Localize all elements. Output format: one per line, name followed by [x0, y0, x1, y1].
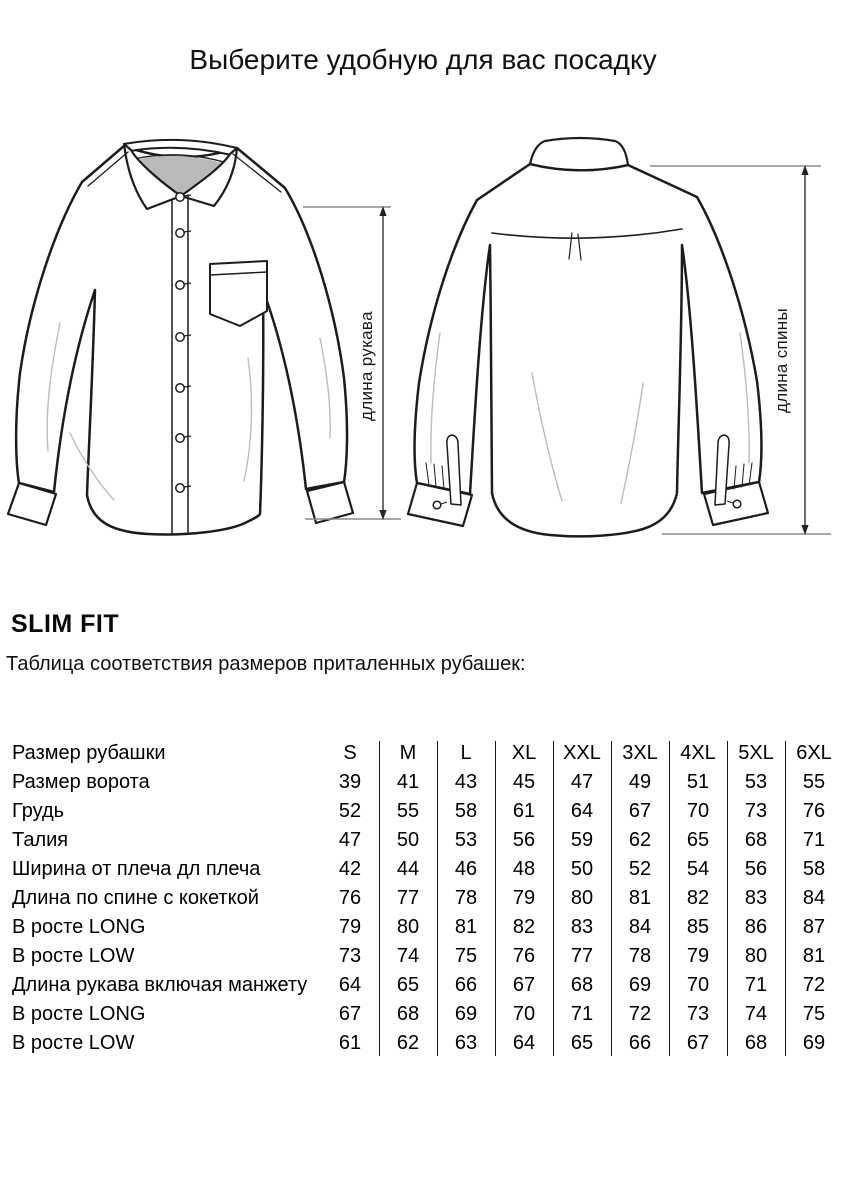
fit-subheading: Таблица соответствия размеров приталенных рубашек: — [6, 653, 526, 675]
size-value-cell: 70 — [512, 1003, 536, 1025]
size-value-cell: 53 — [744, 771, 768, 793]
measurement-label: В росте LONG — [12, 916, 146, 938]
size-value-cell: 80 — [396, 916, 420, 938]
size-value-cell: 59 — [570, 829, 594, 851]
measurement-label: Размер рубашки — [12, 742, 166, 764]
size-value-cell: 65 — [570, 1032, 594, 1054]
size-value-cell: 71 — [744, 974, 768, 996]
measurement-label: Размер ворота — [12, 771, 150, 793]
size-value-cell: 86 — [744, 916, 768, 938]
size-value-cell: 81 — [802, 945, 826, 967]
measurement-row — [12, 971, 843, 1000]
measurement-label: Длина по спине с кокеткой — [12, 887, 259, 909]
size-column-header: S — [343, 742, 357, 764]
size-value-cell: 63 — [454, 1032, 478, 1054]
size-value-cell: 69 — [628, 974, 652, 996]
size-value-cell: 49 — [628, 771, 652, 793]
size-column-header: XL — [511, 742, 537, 764]
measurement-row — [12, 826, 843, 855]
measurement-row — [12, 1000, 843, 1029]
size-column-header: XXL — [563, 742, 601, 764]
size-value-cell: 52 — [338, 800, 362, 822]
size-value-cell: 67 — [512, 974, 536, 996]
size-value-cell: 44 — [396, 858, 420, 880]
table-column-divider — [379, 741, 380, 1056]
size-value-cell: 43 — [454, 771, 478, 793]
size-value-cell: 55 — [396, 800, 420, 822]
size-value-cell: 62 — [396, 1032, 420, 1054]
measurement-label: Ширина от плеча дл плеча — [12, 858, 261, 880]
page-title: Выберите удобную для вас посадку — [189, 44, 657, 75]
size-value-cell: 68 — [396, 1003, 420, 1025]
size-value-cell: 79 — [512, 887, 536, 909]
size-value-cell: 79 — [338, 916, 362, 938]
size-value-cell: 82 — [512, 916, 536, 938]
size-value-cell: 80 — [744, 945, 768, 967]
size-value-cell: 80 — [570, 887, 594, 909]
measurement-row — [12, 913, 843, 942]
shirt-back-collar-stand — [530, 138, 628, 170]
measurement-row — [12, 855, 843, 884]
size-value-cell: 85 — [686, 916, 710, 938]
size-column-header: 3XL — [622, 742, 658, 764]
size-value-cell: 77 — [570, 945, 594, 967]
size-value-cell: 56 — [512, 829, 536, 851]
size-value-cell: 70 — [686, 974, 710, 996]
size-value-cell: 67 — [338, 1003, 362, 1025]
size-value-cell: 67 — [686, 1032, 710, 1054]
measurement-label: В росте LONG — [12, 1003, 146, 1025]
size-value-cell: 50 — [570, 858, 594, 880]
table-column-divider — [669, 741, 670, 1056]
measurement-label: Талия — [12, 829, 69, 851]
size-value-cell: 54 — [686, 858, 710, 880]
size-value-cell: 77 — [396, 887, 420, 909]
size-value-cell: 74 — [396, 945, 420, 967]
size-value-cell: 53 — [454, 829, 478, 851]
size-value-cell: 52 — [628, 858, 652, 880]
size-value-cell: 65 — [686, 829, 710, 851]
size-value-cell: 81 — [628, 887, 652, 909]
measurement-label: Грудь — [12, 800, 65, 822]
size-value-cell: 73 — [338, 945, 362, 967]
table-column-divider — [495, 741, 496, 1056]
size-value-cell: 68 — [744, 829, 768, 851]
size-value-cell: 83 — [744, 887, 768, 909]
size-value-cell: 76 — [802, 800, 826, 822]
size-value-cell: 70 — [686, 800, 710, 822]
measurement-row — [12, 768, 843, 797]
size-value-cell: 62 — [628, 829, 652, 851]
size-value-cell: 75 — [454, 945, 478, 967]
sleeve-length-label: длина рукава — [357, 311, 376, 421]
back-length-label: длина спины — [772, 307, 791, 413]
size-value-cell: 64 — [570, 800, 594, 822]
size-value-cell: 68 — [744, 1032, 768, 1054]
size-column-header: 6XL — [796, 742, 832, 764]
size-value-cell: 72 — [628, 1003, 652, 1025]
measurement-label: В росте LOW — [12, 1032, 135, 1054]
size-table-header-row — [12, 739, 843, 768]
size-column-header: 5XL — [738, 742, 774, 764]
size-value-cell: 67 — [628, 800, 652, 822]
table-column-divider — [727, 741, 728, 1056]
table-column-divider — [437, 741, 438, 1056]
shirt-front-pocket — [210, 261, 267, 326]
back-length-dimension-arrow — [640, 155, 846, 545]
size-value-cell: 75 — [802, 1003, 826, 1025]
size-value-cell: 76 — [512, 945, 536, 967]
size-value-cell: 61 — [512, 800, 536, 822]
size-value-cell: 71 — [570, 1003, 594, 1025]
measurement-label: Длина рукава включая манжету — [12, 974, 308, 996]
table-column-divider — [611, 741, 612, 1056]
size-value-cell: 78 — [628, 945, 652, 967]
size-value-cell: 78 — [454, 887, 478, 909]
size-value-cell: 61 — [338, 1032, 362, 1054]
size-value-cell: 71 — [802, 829, 826, 851]
left-cuff-button — [433, 501, 441, 509]
table-column-divider — [553, 741, 554, 1056]
size-value-cell: 82 — [686, 887, 710, 909]
size-value-cell: 48 — [512, 858, 536, 880]
size-column-header: L — [460, 742, 472, 764]
size-value-cell: 47 — [338, 829, 362, 851]
size-value-cell: 73 — [686, 1003, 710, 1025]
size-table — [12, 739, 843, 1061]
size-value-cell: 72 — [802, 974, 826, 996]
sleeve-length-dimension-arrow — [295, 200, 410, 530]
size-value-cell: 58 — [454, 800, 478, 822]
size-value-cell: 83 — [570, 916, 594, 938]
size-value-cell: 76 — [338, 887, 362, 909]
measurement-label: В росте LOW — [12, 945, 135, 967]
size-value-cell: 84 — [802, 887, 826, 909]
size-value-cell: 56 — [744, 858, 768, 880]
measurement-row — [12, 797, 843, 826]
size-column-header: 4XL — [680, 742, 716, 764]
size-value-cell: 51 — [686, 771, 710, 793]
size-value-cell: 58 — [802, 858, 826, 880]
size-value-cell: 84 — [628, 916, 652, 938]
measurement-row — [12, 884, 843, 913]
size-value-cell: 64 — [338, 974, 362, 996]
size-value-cell: 55 — [802, 771, 826, 793]
size-value-cell: 66 — [628, 1032, 652, 1054]
size-column-header: M — [399, 742, 417, 764]
size-value-cell: 68 — [570, 974, 594, 996]
table-column-divider — [785, 741, 786, 1056]
size-value-cell: 69 — [454, 1003, 478, 1025]
size-value-cell: 50 — [396, 829, 420, 851]
size-value-cell: 64 — [512, 1032, 536, 1054]
size-value-cell: 39 — [338, 771, 362, 793]
fit-heading: SLIM FIT — [11, 610, 120, 638]
size-value-cell: 79 — [686, 945, 710, 967]
size-value-cell: 46 — [454, 858, 478, 880]
measurement-row — [12, 1029, 843, 1058]
size-value-cell: 47 — [570, 771, 594, 793]
size-value-cell: 87 — [802, 916, 826, 938]
size-value-cell: 45 — [512, 771, 536, 793]
size-value-cell: 69 — [802, 1032, 826, 1054]
size-value-cell: 74 — [744, 1003, 768, 1025]
size-value-cell: 73 — [744, 800, 768, 822]
size-value-cell: 65 — [396, 974, 420, 996]
size-value-cell: 42 — [338, 858, 362, 880]
size-table-rows — [12, 739, 843, 1058]
size-value-cell: 66 — [454, 974, 478, 996]
size-value-cell: 41 — [396, 771, 420, 793]
measurement-row — [12, 942, 843, 971]
size-value-cell: 81 — [454, 916, 478, 938]
